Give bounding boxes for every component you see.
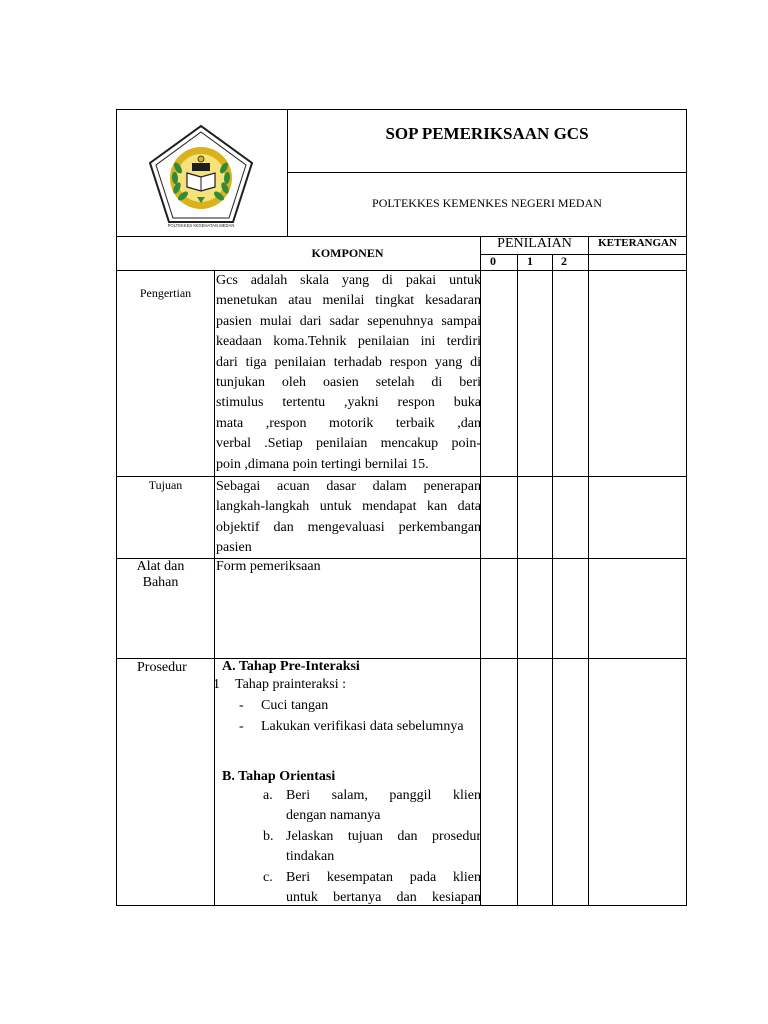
logo-emblem-icon (145, 123, 257, 231)
logo-caption: POLTEKKES KESEHATAN MEDAN (167, 223, 235, 228)
text-line: Sebagai acuan dasar dalam penerapan (216, 479, 481, 494)
list-marker: a. (263, 788, 273, 803)
text-line: langkah-langkah untuk mendapat kan data (216, 499, 481, 515)
col-header-score-1: 1 (527, 254, 533, 268)
list-marker: b. (263, 829, 274, 844)
bullet-dash: - (239, 698, 244, 713)
rule-score0-col (517, 254, 518, 906)
col-header-keterangan: KETERANGAN (598, 237, 677, 249)
institution-name: POLTEKKES KEMENKES NEGERI MEDAN (372, 196, 602, 210)
row-label-tujuan: Tujuan (148, 478, 183, 492)
text-line: Jelaskan tujuan dan prosedur (286, 829, 481, 844)
page-title: SOP PEMERIKSAAN GCS (385, 124, 589, 143)
section-a-number: 1 (213, 677, 220, 692)
text-line: poin ,dimana poin tertingi bernilai 15. (216, 456, 429, 472)
text-line: tindakan (286, 849, 335, 865)
list-item (286, 868, 481, 905)
text-line: tunjukan oleh oasien setelah di beri (216, 375, 481, 391)
rule-bottom (116, 905, 687, 906)
row-label-bahan: Bahan (142, 575, 179, 590)
text-line: mata ,respon motorik terbaik ,dan (216, 415, 481, 431)
list-marker: c. (263, 870, 273, 885)
col-header-penilaian: PENILAIAN (497, 236, 572, 251)
institution-logo (145, 123, 257, 231)
rule-row-alat (116, 658, 687, 659)
rule-score2-col (588, 236, 589, 906)
section-a-title: A. Tahap Pre-Interaksi (222, 659, 360, 674)
pengertian-text (216, 271, 481, 475)
rule-title-bottom (287, 172, 687, 173)
text-line: pasien (216, 540, 252, 556)
text-line: dari tiga penilaian terhadab respon yang di (216, 354, 481, 370)
text-line: pasien mulai dari sadar sepenuhnya sampai (216, 313, 481, 329)
rule-label-col (214, 270, 215, 906)
text-line: Gcs adalah skala yang di pakai untuk (216, 273, 481, 288)
text-line: dengan namanya (286, 808, 381, 824)
col-header-komponen: KOMPONEN (311, 246, 384, 260)
bullet-dash: - (239, 719, 244, 734)
row-label-prosedur: Prosedur (137, 660, 187, 675)
text-line: objektif dan mengevaluasi perkembangan (216, 519, 481, 535)
row-label-alat: Alat dan (136, 559, 185, 574)
text-line: stimulus tertentu ,yakni respon buka (216, 395, 481, 411)
rule-score1-col (552, 254, 553, 906)
row-label-pengertian: Pengertian (139, 286, 192, 300)
rule-top (116, 109, 687, 110)
list-item (286, 827, 481, 868)
bullet-item: Lakukan verifikasi data sebelumnya (261, 719, 464, 734)
rule-left (116, 109, 117, 906)
rule-penilaian-sub (480, 254, 687, 255)
rule-right (686, 109, 687, 906)
col-header-score-0: 0 (490, 254, 496, 268)
text-line: untuk bertanya dan kesiapan (286, 890, 481, 905)
bullet-item: Cuci tangan (261, 698, 329, 713)
text-line: Beri kesempatan pada klien (286, 870, 481, 885)
section-a-item: Tahap prainteraksi : (235, 677, 346, 692)
text-line: menetukan atau menilai tingkat kesadaran (216, 293, 481, 309)
list-item (286, 786, 481, 827)
text-line: verbal .Setiap penilaian mencakup poin- (216, 436, 481, 452)
text-line: Beri salam, panggil klien (286, 788, 481, 803)
tujuan-text (216, 477, 481, 559)
section-b-title: B. Tahap Orientasi (222, 769, 336, 784)
alat-text: Form pemeriksaan (216, 559, 321, 574)
col-header-score-2: 2 (561, 254, 567, 268)
text-line: keadaan koma.Tehnik penilaian ini terdiri (216, 334, 481, 350)
